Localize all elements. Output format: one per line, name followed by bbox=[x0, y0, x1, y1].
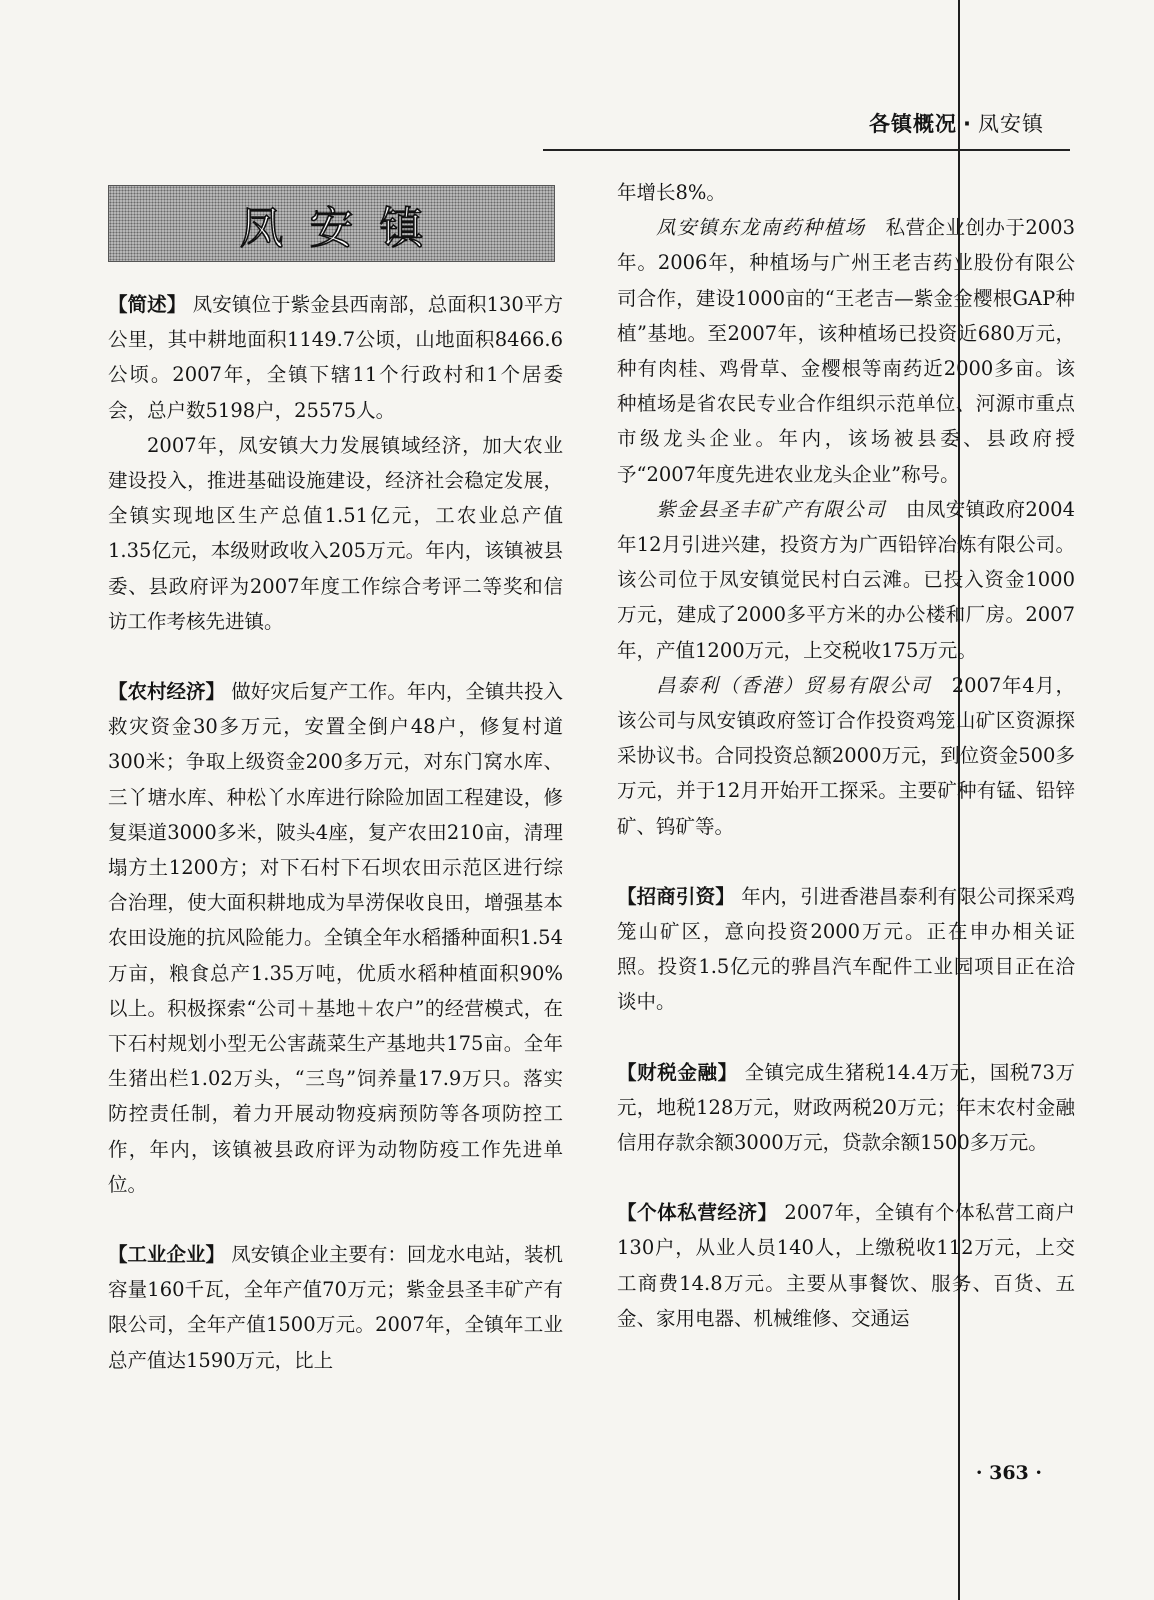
header-separator: · bbox=[963, 112, 972, 136]
paragraph-private-economy bbox=[617, 1195, 1075, 1336]
paragraph-industry bbox=[108, 1237, 563, 1378]
title-banner bbox=[108, 185, 555, 262]
enterprise-name: 紫金县圣丰矿产有限公司 bbox=[656, 497, 886, 521]
paragraph-text: 2007年4月，该公司与凤安镇政府签订合作投资鸡笼山矿区资源探采协议书。合同投资总额2000万元，到位资金500多万元，并于12月开始开工探采。主要矿种有锰、铅锌矿、钨矿等。 bbox=[617, 673, 1075, 838]
header-rule bbox=[543, 149, 1070, 151]
page-number: · 363 · bbox=[975, 1462, 1042, 1484]
paragraph-herb-farm bbox=[617, 210, 1075, 492]
paragraph-rural-economy bbox=[108, 674, 563, 1202]
header-subsection: 凤安镇 bbox=[978, 112, 1044, 136]
right-column bbox=[617, 175, 1075, 1336]
left-column bbox=[108, 287, 563, 1378]
section-label: 【财税金融】 bbox=[617, 1060, 738, 1084]
paragraph-text: 全镇完成生猪税14.4万元，国税73万元，地税128万元，财政两税20万元；年末农村金融信用存款余额3000万元，贷款余额1500多万元。 bbox=[617, 1060, 1075, 1155]
paragraph-economy bbox=[108, 428, 563, 639]
header-section: 各镇概况 bbox=[869, 112, 958, 136]
paragraph-text: 凤安镇位于紫金县西南部，总面积130平方公里，其中耕地面积1149.7公顷，山地面积8466.6公顷。2007年，全镇下辖11个行政村和1个居委会，总户数5198户，25575人。 bbox=[108, 293, 563, 422]
paragraph-text: 年内，引进香港昌泰利有限公司探采鸡笼山矿区，意向投资2000万元。正在申办相关证照。投资1.5亿元的骅昌汽车配件工业园项目正在洽谈中。 bbox=[617, 884, 1075, 1014]
section-label: 【简述】 bbox=[108, 293, 187, 316]
paragraph-text: 凤安镇企业主要有：回龙水电站，装机容量160千瓦，全年产值70万元；紫金县圣丰矿产有限公司，全年产值1500万元。2007年，全镇年工业总产值达1590万元，比上 bbox=[108, 1243, 563, 1372]
paragraph-finance bbox=[617, 1055, 1075, 1161]
paragraph-investment bbox=[617, 879, 1075, 1020]
section-label: 【农村经济】 bbox=[108, 680, 226, 704]
running-header bbox=[869, 108, 1044, 138]
section-label: 【个体私营经济】 bbox=[617, 1201, 778, 1225]
paragraph-text: 做好灾后复产工作。年内，全镇共投入救灾资金30多万元，安置全倒户48户，修复村道300米；争取上级资金200多万元，对东门窝水库、三丫塘水库、种松丫水库进行除险加固工程建设，修复渠道3000多米，陂头4座，复产农田210亩，清理塌方土1200方；对下石村下石坝农田示范区进行综合治理，使大面积耕地成为旱涝保收良田，增强基本农田设施的抗风险能力。全镇全年水稻播种面积1.54万亩，粮食总产1.35万吨，优质水稻种植面积90%以上。积极探索“公司＋基地＋农户”的经营模式，在下石村规划小型无公害蔬菜生产基地共175亩。全年生猪出栏1.02万头，“三鸟”饲养量17.9万只。落实防控责任制，着力开展动物疫病预防等各项防控工作，年内，该镇被县政府评为动物防疫工作先进单位。 bbox=[108, 680, 563, 1196]
enterprise-name: 昌泰利（香港）贸易有限公司 bbox=[656, 673, 932, 697]
page-title: 凤安镇 bbox=[239, 202, 450, 254]
paragraph-continued bbox=[617, 175, 1075, 210]
paragraph-text: 年增长8%。 bbox=[617, 181, 726, 204]
paragraph-text: 由凤安镇政府2004年12月引进兴建，投资方为广西铅锌冶炼有限公司。该公司位于凤安镇觉民村白云滩。已投入资金1000万元，建成了2000多平方米的办公楼和厂房。2007年，产值1200万元，上交税收175万元。 bbox=[617, 497, 1075, 662]
section-label: 【工业企业】 bbox=[108, 1243, 226, 1267]
paragraph-trading-company bbox=[617, 668, 1075, 844]
section-label: 【招商引资】 bbox=[617, 884, 735, 908]
paragraph-text: 2007年，全镇有个体私营工商户130户，从业人员140人，上缴税收112万元，上交工商费14.8万元。主要从事餐饮、服务、百货、五金、家用电器、机械维修、交通运 bbox=[617, 1201, 1075, 1330]
paragraph-text: 私营企业创办于2003年。2006年，种植场与广州王老吉药业股份有限公司合作，建设1000亩的“王老吉—紫金金樱根GAP种植”基地。至2007年，该种植场已投资近680万元，种有肉桂、鸡骨草、金樱根等南药近2000多亩。该种植场是省农民专业合作组织示范单位、河源市重点市级龙头企业。年内，该场被县委、县政府授予“2007年度先进农业龙头企业”称号。 bbox=[617, 216, 1075, 486]
paragraph-mining-company bbox=[617, 492, 1075, 668]
paragraph-text: 2007年，凤安镇大力发展镇域经济，加大农业建设投入，推进基础设施建设，经济社会稳定发展，全镇实现地区生产总值1.51亿元，工农业总产值1.35亿元，本级财政收入205万元。年内，该镇被县委、县政府评为2007年度工作综合考评二等奖和信访工作考核先进镇。 bbox=[108, 433, 563, 633]
paragraph-overview bbox=[108, 287, 563, 428]
enterprise-name: 凤安镇东龙南药种植场 bbox=[656, 216, 866, 240]
